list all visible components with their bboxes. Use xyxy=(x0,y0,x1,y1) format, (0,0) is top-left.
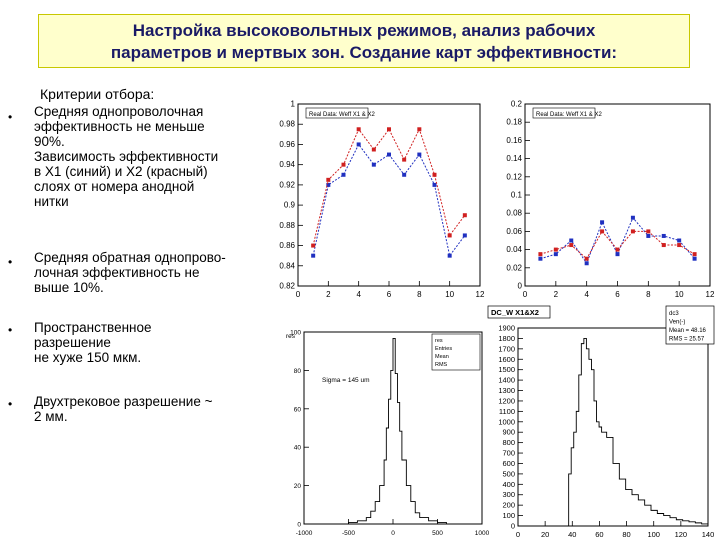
y-tick-label: 0.14 xyxy=(506,154,522,164)
y-tick-label: 0.96 xyxy=(279,139,295,149)
x-tick-label: 6 xyxy=(615,290,620,299)
y-tick-label: 200 xyxy=(502,500,515,510)
y-tick-label: 0.16 xyxy=(506,135,522,145)
data-point-X2 xyxy=(554,248,558,252)
sigma-annotation: Sigma = 145 um xyxy=(322,377,370,384)
y-tick-label: 0.06 xyxy=(506,226,522,236)
data-point-X1 xyxy=(631,216,635,220)
stat-box-line: Entries xyxy=(435,346,453,352)
y-tick-label: 1200 xyxy=(498,396,515,406)
x-tick-label: 1000 xyxy=(474,530,490,537)
y-tick-label: 40 xyxy=(293,444,301,452)
y-tick-label: 1600 xyxy=(498,354,515,364)
y-tick-label: 0.12 xyxy=(506,172,522,182)
resolution-histogram xyxy=(282,326,492,540)
data-point-X1 xyxy=(402,173,406,177)
x-tick-label: 80 xyxy=(622,530,631,539)
stat-box-line: dc3 xyxy=(669,311,679,317)
data-point-X1 xyxy=(646,234,650,238)
stat-box-line: Mean = 48.16 xyxy=(669,328,706,334)
title-banner xyxy=(38,14,690,68)
x-tick-label: -500 xyxy=(341,530,356,537)
data-point-X2 xyxy=(402,158,406,162)
data-point-X1 xyxy=(417,153,421,157)
data-point-X1 xyxy=(372,163,376,167)
data-point-X1 xyxy=(554,252,558,256)
x-tick-label: 4 xyxy=(584,290,589,299)
title-line-1: Настройка высоковольтных режимов, анализ рабочих xyxy=(132,21,596,40)
y-tick-label: 1 xyxy=(290,99,295,109)
x-tick-label: 0 xyxy=(522,290,528,299)
data-point-X2 xyxy=(326,178,330,182)
y-tick-label: 1100 xyxy=(498,406,515,416)
data-point-X2 xyxy=(600,229,604,233)
criteria-item-two-track: Двухтрековое разрешение ~ 2 мм. xyxy=(34,394,213,424)
title-line-2: параметров и мертвых зон. Создание карт эффективности: xyxy=(110,43,618,62)
data-point-X2 xyxy=(311,244,315,248)
x-tick-label: 120 xyxy=(674,530,688,539)
efficiency-direct-chart xyxy=(270,96,490,302)
y-tick-label: 1700 xyxy=(498,344,515,354)
y-tick-label: 900 xyxy=(502,427,515,437)
y-tick-label: 0.84 xyxy=(279,261,295,271)
y-tick-label: 0.04 xyxy=(506,245,522,255)
x-tick-label: 0 xyxy=(515,530,521,539)
data-point-X2 xyxy=(448,233,452,237)
data-point-X1 xyxy=(600,220,604,224)
y-tick-label: 1500 xyxy=(498,365,515,375)
x-tick-label: 2 xyxy=(326,290,331,299)
data-point-X2 xyxy=(433,173,437,177)
y-tick-label: 600 xyxy=(502,458,515,468)
y-tick-label: 80 xyxy=(293,367,301,375)
stat-box-line: RMS = 25.57 xyxy=(669,336,705,343)
y-tick-label: 0.18 xyxy=(506,117,522,127)
data-point-X2 xyxy=(677,243,681,247)
plot-frame xyxy=(525,104,710,286)
data-point-X1 xyxy=(463,233,467,237)
y-tick-label: 0.82 xyxy=(279,281,295,291)
bullet-icon: • xyxy=(8,397,13,411)
chart-title: Real Data: Weff X1 & X2 xyxy=(536,112,602,118)
data-point-X2 xyxy=(646,229,650,233)
stat-box-line: res xyxy=(435,338,443,344)
x-tick-label: 20 xyxy=(540,530,550,539)
x-tick-label: 12 xyxy=(705,290,715,299)
y-tick-label: 100 xyxy=(502,511,515,521)
x-tick-label: 0 xyxy=(391,530,395,537)
x-tick-label: 100 xyxy=(647,530,660,539)
bullet-icon: • xyxy=(8,323,13,337)
x-tick-label: 40 xyxy=(568,530,577,539)
data-point-X1 xyxy=(387,153,391,157)
criteria-item-reverse-efficiency: Средняя обратная однопрово- лочная эффективность не выше 10%. xyxy=(34,250,226,295)
y-tick-label: 0.86 xyxy=(279,241,295,251)
criteria-item-efficiency: Средняя однопроволочная эффективность не меньше 90%. Зависимость эффективности в X1 (синий) и X2 (красный) слоях от номера анодной нитки xyxy=(34,104,219,209)
y-tick-label: 500 xyxy=(502,469,515,479)
y-tick-label: 1800 xyxy=(498,333,515,343)
data-point-X1 xyxy=(342,173,346,177)
data-point-X2 xyxy=(463,213,467,217)
data-point-X1 xyxy=(538,257,542,261)
data-point-X2 xyxy=(616,248,620,252)
criteria-item-spatial-resolution: Пространственное разрешение не хуже 150 мкм. xyxy=(34,320,152,365)
stat-box-line: Mean xyxy=(435,354,449,360)
data-point-X1 xyxy=(569,239,573,243)
x-tick-label: 8 xyxy=(417,290,422,299)
two-track-histogram xyxy=(488,304,714,540)
x-tick-label: 8 xyxy=(646,290,651,299)
y-tick-label: 700 xyxy=(502,448,515,458)
y-tick-label: 100 xyxy=(290,329,301,337)
y-tick-label: 20 xyxy=(293,483,301,491)
y-tick-label: 1400 xyxy=(498,375,515,385)
y-tick-label: 800 xyxy=(502,438,515,448)
y-tick-label: 0 xyxy=(510,521,515,531)
y-tick-label: 400 xyxy=(502,479,515,489)
x-tick-label: 12 xyxy=(475,290,485,299)
y-tick-label: 60 xyxy=(293,406,301,414)
data-point-X2 xyxy=(387,127,391,131)
data-point-X1 xyxy=(662,234,666,238)
plot-frame xyxy=(518,328,708,526)
data-point-X1 xyxy=(433,183,437,187)
x-tick-label: 10 xyxy=(674,290,684,299)
y-tick-label: 0.02 xyxy=(506,263,522,273)
x-tick-label: 6 xyxy=(386,290,392,299)
data-point-X1 xyxy=(585,261,589,265)
efficiency-reverse-chart xyxy=(490,96,715,302)
data-point-X2 xyxy=(662,243,666,247)
histogram-title: DC_W X1&X2 xyxy=(491,308,539,317)
data-point-X2 xyxy=(538,252,542,256)
x-tick-label: 10 xyxy=(445,290,455,299)
x-tick-label: 0 xyxy=(295,290,301,299)
data-point-X1 xyxy=(693,257,697,261)
data-point-X1 xyxy=(677,239,681,243)
data-point-X2 xyxy=(585,257,589,261)
y-tick-label: 0.2 xyxy=(510,99,522,109)
bullet-icon: • xyxy=(8,255,13,269)
chart-title: Real Data: Weff X1 & X2 xyxy=(309,112,375,118)
data-point-X2 xyxy=(372,148,376,152)
x-tick-label: -1000 xyxy=(295,530,313,537)
y-tick-label: 0 xyxy=(517,281,522,291)
data-point-X1 xyxy=(616,252,620,256)
data-point-X2 xyxy=(631,229,635,233)
x-tick-label: 2 xyxy=(553,290,559,299)
criteria-heading: Критерии отбора: xyxy=(40,86,155,102)
y-tick-label: 1900 xyxy=(498,323,515,333)
plot-frame xyxy=(298,104,480,286)
y-tick-label: 0.92 xyxy=(279,180,295,190)
data-point-X1 xyxy=(311,254,315,258)
x-tick-label: 140 xyxy=(701,530,715,539)
stat-box-line: RMS xyxy=(435,362,448,368)
data-point-X2 xyxy=(693,252,697,256)
x-tick-label: 4 xyxy=(356,290,361,299)
y-tick-label: 0.1 xyxy=(510,190,522,200)
x-tick-label: 60 xyxy=(595,530,604,539)
y-tick-label: 300 xyxy=(502,490,515,500)
data-point-X1 xyxy=(448,254,452,258)
data-point-X2 xyxy=(342,163,346,167)
y-tick-label: 0.88 xyxy=(279,220,295,230)
y-tick-label: 1000 xyxy=(498,417,515,427)
data-point-X1 xyxy=(357,142,361,146)
y-tick-label: 0.94 xyxy=(279,160,295,170)
y-tick-label: 0.98 xyxy=(279,119,295,129)
y-tick-label: 0.08 xyxy=(506,208,522,218)
y-tick-label: 0.9 xyxy=(283,200,295,210)
stat-box-line: Ven(-) xyxy=(669,319,686,326)
y-tick-label: 1300 xyxy=(498,386,515,396)
data-point-X2 xyxy=(417,127,421,131)
y-tick-label: 0 xyxy=(297,521,301,529)
x-tick-label: 500 xyxy=(432,530,443,537)
data-point-X2 xyxy=(357,127,361,131)
data-point-X2 xyxy=(569,243,573,247)
histogram-title: res xyxy=(286,333,296,340)
bullet-icon: • xyxy=(8,110,13,124)
